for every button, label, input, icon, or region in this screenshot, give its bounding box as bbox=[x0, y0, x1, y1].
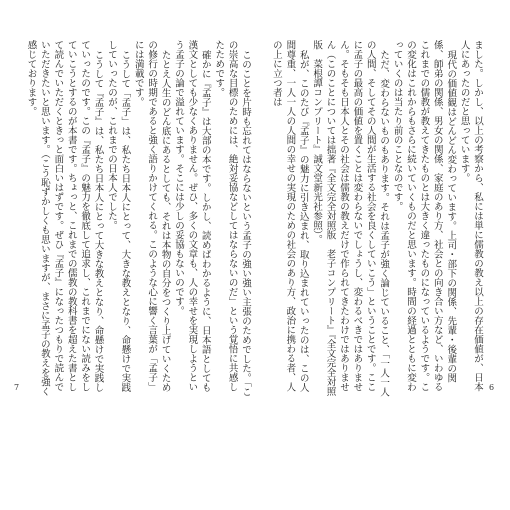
page-number-left: 7 bbox=[14, 383, 20, 392]
paragraph: こうして「孟子」は、私たち日本人にとって、大きな教えとなり、命懸けで実践していったのが、これまでの日本人でした。 bbox=[105, 40, 131, 392]
paragraph: ただ、変わらないものもあります。それは孟子が強く論じていること、「一人一人の人間、そしてその人間が生活する社会を良くしていこう」ということです。ここに孟子の最高の価値を置くことは変わらないでしょうし、変わるべきではありません。そもそも日本人とその社会は儒教の教えだけで作られてきたわけではありません（このことについては拙著『全文完全対照版 老子コンプリート』『全文完全対照版 菜根譚コンプリート』誠文堂新光社参照）。 bbox=[311, 40, 390, 397]
paragraph: たとえ人生のどん底にあるとしても、それは本物の自分をつくり上げていくための修行の時期であると強く語りかけてくれる。このような心に響く言葉が「孟子」には満載です。 bbox=[132, 40, 171, 392]
paragraph: ました。しかし、以上の考察から、私には単に儒教の教え以上の存在価値が、日本人にあったのだと思っています。 bbox=[458, 40, 483, 392]
paragraph: 私が、このたび『孟子』の魅力に引き込まれ、取り込まれていったのは、この人間尊重、一人一人の人間の幸せの実現のための社会のあり方、政治に携わる者、人の上に立つ者は bbox=[270, 40, 309, 392]
right-page-text bbox=[264, 40, 484, 400]
page-number-right: 6 bbox=[489, 383, 495, 392]
right-page bbox=[264, 40, 484, 400]
paragraph: このことを片時も忘れてはならないという孟子の強い強い主張のためでした。「この崇高な目標のためには、絶対妥協などしてはならないのだ」という覚悟に共感したためです。 bbox=[213, 40, 251, 397]
left-page-text bbox=[26, 40, 252, 400]
left-page bbox=[26, 40, 252, 400]
paragraph: 現代の価値観はどんどん変わっています。上司・部下の関係、先輩・後輩の関係、師弟の関係、男女の関係、家庭のあり方、社会との向き合い方など、いわゆるこれまでの儒教が教えてきたものとは大きく違ったものになっているようです。この変化はこれからもさらに続いていくものだと思います。時間の経過とともに変わっていくのは当たり前のことなのです。 bbox=[391, 40, 457, 392]
paragraph: 確かに『孟子』は大部の本です。しかし、読めばわかるように、日本語としても漢文としても少なくありません。ぜひ、多くの文章も、人の幸せを実現しようという孟子の論で溢れています。そこには少しの妥協もないのです。 bbox=[172, 40, 211, 392]
paragraph: こうして『孟子』は、私たち日本人にとって大きな教えとなり、命懸けで実践していったのです。この『孟子』の魅力を徹底して追求し、これまでにない読みをしていこうとするのが本書です。ちょっと、これまでの儒教の教科書を超えた書として読んでいただくときっと面白いはずです。ぜひ『孟子』になったつもりで読んでいただきたいと思います。（こう恥ずかしくも思いますが、まさに孟子の教えを強く感じております。 bbox=[26, 40, 104, 397]
